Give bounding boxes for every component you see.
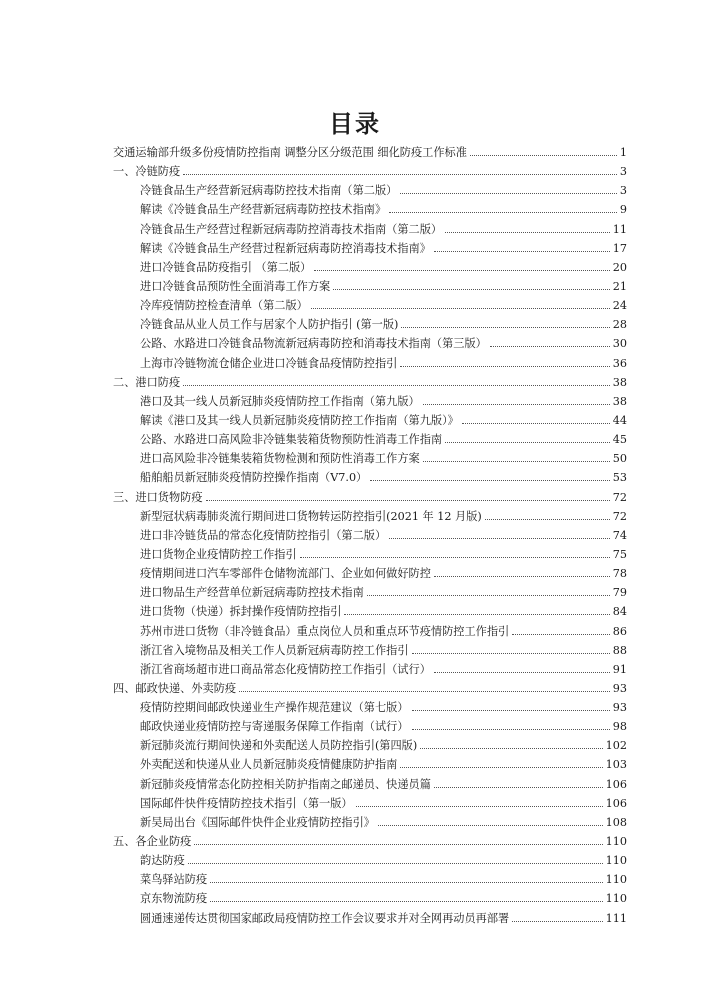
toc-entry[interactable] — [0, 485, 710, 504]
toc-entry-label: 三、进口货物防疫 — [113, 490, 203, 504]
toc-entry-label: 圆通速递传达贯彻国家邮政局疫情防控工作会议要求并对全网再动员再部署 — [140, 911, 510, 925]
toc-entry[interactable] — [0, 886, 710, 905]
toc-entry-label: 进口货物（快递）拆封操作疫情防控指引 — [140, 605, 342, 619]
toc-entry-label: 新型冠状病毒肺炎流行期间进口货物转运防控指引(2021 年 12 月版) — [140, 509, 482, 523]
toc-leader-dots — [389, 212, 617, 213]
toc-leader-dots — [183, 385, 610, 386]
toc-leader-dots — [356, 806, 603, 807]
toc-entry[interactable] — [0, 810, 710, 829]
toc-entry[interactable] — [0, 638, 710, 657]
toc-entry-label: 冷库疫情防控检查清单（第二版） — [140, 299, 308, 313]
toc-leader-dots — [183, 174, 617, 175]
toc-entry[interactable] — [0, 542, 710, 561]
toc-entry-label: 交通运输部升级多份疫情防控指南 调整分区分级范围 细化防疫工作标准 — [113, 146, 467, 159]
toc-entry-page-number: 111 — [605, 911, 627, 925]
toc-entry[interactable] — [0, 695, 710, 714]
toc-leader-dots — [210, 901, 603, 902]
toc-entry[interactable] — [0, 236, 710, 255]
toc-entry-label: 解读《冷链食品生产经营新冠病毒防控技术指南》 — [140, 203, 387, 217]
toc-entry-page-number: 106 — [605, 796, 627, 810]
toc-leader-dots — [470, 155, 617, 156]
toc-entry-label: 上海市冷链物流仓储企业进口冷链食品疫情防控指引 — [140, 356, 398, 370]
toc-entry[interactable] — [0, 829, 710, 848]
toc-entry-label: 新冠肺炎疫情常态化防控相关防护指南之邮递员、快递员篇 — [140, 777, 431, 791]
toc-entry-label: 解读《冷链食品生产经营过程新冠病毒防控消毒技术指南》 — [140, 241, 431, 255]
toc-leader-dots — [423, 461, 610, 462]
toc-entry-page-number: 21 — [612, 279, 627, 293]
toc-entry[interactable] — [0, 465, 710, 484]
toc-leader-dots — [420, 748, 602, 749]
toc-leader-dots — [239, 691, 610, 692]
toc-leader-dots — [434, 576, 610, 577]
toc-entry-page-number: 20 — [612, 260, 627, 274]
toc-leader-dots — [485, 519, 610, 520]
toc-entry-label: 苏州市进口货物（非冷链食品）重点岗位人员和重点环节疫情防控工作指引 — [140, 624, 510, 638]
toc-entry-label: 韵达防疫 — [140, 854, 185, 868]
toc-leader-dots — [370, 480, 610, 481]
toc-entry[interactable] — [0, 657, 710, 676]
toc-entry-page-number: 102 — [605, 739, 627, 753]
toc-leader-dots — [423, 404, 610, 405]
toc-entry-label: 冷链食品生产经营新冠病毒防控技术指南（第二版） — [140, 184, 398, 198]
toc-entry-page-number: 72 — [612, 509, 627, 523]
toc-leader-dots — [206, 500, 610, 501]
toc-entry[interactable] — [0, 178, 710, 197]
toc-leader-dots — [210, 882, 603, 883]
toc-entry-page-number: 30 — [612, 337, 627, 351]
toc-entry[interactable] — [0, 772, 710, 791]
toc-entry-page-number: 3 — [619, 184, 627, 198]
toc-entry[interactable] — [0, 752, 710, 771]
toc-entry-label: 冷链食品生产经营过程新冠病毒防控消毒技术指南（第二版） — [140, 222, 443, 236]
toc-entry-label: 疫情防控期间邮政快递业生产操作规范建议（第七版） — [140, 701, 409, 715]
toc-entry[interactable] — [0, 791, 710, 810]
toc-entry-label: 进口非冷链货品的常态化疫情防控指引（第二版） — [140, 528, 387, 542]
toc-entry[interactable] — [0, 504, 710, 523]
toc-entry-label: 京东物流防疫 — [140, 892, 208, 906]
toc-entry-page-number: 106 — [605, 777, 627, 791]
toc-entry-label: 邮政快递业疫情防控与寄递服务保障工作指南（试行） — [140, 720, 409, 734]
toc-entry-label: 进口货物企业疫情防控工作指引 — [140, 547, 297, 561]
toc-entry-page-number: 91 — [612, 662, 627, 676]
toc-entry-page-number: 72 — [612, 490, 627, 504]
toc-leader-dots — [367, 595, 610, 596]
toc-leader-dots — [412, 653, 610, 654]
toc-entry-page-number: 93 — [612, 681, 627, 695]
toc-entry[interactable] — [0, 580, 710, 599]
toc-entry[interactable] — [0, 561, 710, 580]
toc-leader-dots — [445, 232, 610, 233]
toc-entry-page-number: 17 — [612, 241, 627, 255]
toc-entry-page-number: 110 — [605, 835, 627, 849]
toc-entry[interactable] — [0, 676, 710, 695]
toc-entry-label: 疫情期间进口汽车零部件仓储物流部门、企业如何做好防控 — [140, 567, 431, 581]
toc-entry[interactable] — [0, 140, 710, 159]
toc-leader-dots — [445, 442, 610, 443]
toc-title: 目录 — [329, 110, 381, 138]
toc-entry-page-number: 110 — [605, 873, 627, 887]
toc-entry-page-number: 9 — [619, 203, 627, 217]
toc-entry-page-number: 38 — [612, 375, 627, 389]
toc-entry[interactable] — [0, 159, 710, 178]
toc-leader-dots — [412, 729, 610, 730]
toc-entry-label: 港口及其一线人员新冠肺炎疫情防控工作指南（第九版） — [140, 394, 420, 408]
toc-entry[interactable] — [0, 312, 710, 331]
toc-entry-page-number: 86 — [612, 624, 627, 638]
toc-entry-page-number: 110 — [605, 854, 627, 868]
toc-entry-label: 公路、水路进口冷链食品物流新冠病毒防控和消毒技术指南（第三版） — [140, 337, 487, 351]
toc-entry-page-number: 24 — [612, 299, 627, 313]
toc-entry[interactable] — [0, 331, 710, 350]
toc-entry-label: 浙江省商场超市进口商品常态化疫情防控工作指引（试行） — [140, 662, 431, 676]
toc-leader-dots — [462, 423, 610, 424]
toc-entry-label: 新吴局出台《国际邮件快件企业疫情防控指引》 — [140, 815, 375, 829]
toc-entry-page-number: 1 — [619, 146, 627, 159]
toc-leader-dots — [344, 614, 609, 615]
toc-leader-dots — [401, 327, 609, 328]
toc-entry[interactable] — [0, 255, 710, 274]
toc-entry-label: 二、港口防疫 — [113, 375, 181, 389]
toc-entry-label: 一、冷链防疫 — [113, 165, 181, 179]
toc-entry-page-number: 50 — [612, 452, 627, 466]
toc-entry-page-number: 28 — [612, 318, 627, 332]
toc-leader-dots — [300, 557, 610, 558]
toc-entry-label: 公路、水路进口高风险非冷链集装箱货物预防性消毒工作指南 — [140, 433, 443, 447]
toc-entry[interactable] — [0, 848, 710, 867]
toc-entry[interactable] — [0, 599, 710, 618]
toc-entry-page-number: 88 — [612, 643, 627, 657]
toc-entry[interactable] — [0, 197, 710, 216]
toc-entry-page-number: 110 — [605, 892, 627, 906]
toc-entry-label: 进口物品生产经营单位新冠病毒防控技术指南 — [140, 586, 364, 600]
toc-leader-dots — [311, 308, 610, 309]
toc-entry-page-number: 93 — [612, 701, 627, 715]
toc-leader-dots — [434, 787, 603, 788]
toc-leader-dots — [490, 346, 610, 347]
toc-leader-dots — [400, 193, 617, 194]
toc-entry[interactable] — [0, 389, 710, 408]
toc-entry-label: 外卖配送和快递从业人员新冠肺炎疫情健康防护指南 — [140, 758, 398, 772]
toc-entry-page-number: 53 — [612, 471, 627, 485]
toc-entry[interactable] — [0, 906, 710, 925]
toc-leader-dots — [333, 289, 610, 290]
toc-entry-page-number: 11 — [612, 222, 627, 236]
toc-entry-page-number: 44 — [612, 413, 627, 427]
toc-entry[interactable] — [0, 523, 710, 542]
toc-entry-page-number: 84 — [612, 605, 627, 619]
toc-entry[interactable] — [0, 733, 710, 752]
toc-entry[interactable] — [0, 427, 710, 446]
toc-leader-dots — [378, 825, 603, 826]
toc-entry[interactable] — [0, 619, 710, 638]
toc-entry-label: 四、邮政快递、外卖防疫 — [113, 681, 237, 695]
toc-entry-page-number: 45 — [612, 433, 627, 447]
toc-entry-label: 船舶船员新冠肺炎疫情防控操作指南（V7.0） — [140, 471, 368, 485]
toc-entry[interactable] — [0, 714, 710, 733]
toc-leader-dots — [512, 921, 602, 922]
toc-leader-dots — [512, 634, 610, 635]
toc-leader-dots — [188, 863, 603, 864]
toc-entry[interactable] — [0, 274, 710, 293]
toc-entry-label: 进口高风险非冷链集装箱货物检测和预防性消毒工作方案 — [140, 452, 420, 466]
toc-entry-label: 冷链食品从业人员工作与居家个人防护指引 (第一版) — [140, 318, 399, 332]
toc-entry-label: 浙江省入境物品及相关工作人员新冠病毒防控工作指引 — [140, 643, 409, 657]
toc-entry-page-number: 103 — [605, 758, 627, 772]
toc-entry[interactable] — [0, 217, 710, 236]
toc-leader-dots — [194, 844, 602, 845]
toc-entry-page-number: 98 — [612, 720, 627, 734]
toc-entry-label: 新冠肺炎流行期间快递和外卖配送人员防控指引(第四版) — [140, 739, 418, 753]
toc-leader-dots — [400, 767, 602, 768]
toc-entry-page-number: 78 — [612, 567, 627, 581]
toc-leader-dots — [434, 672, 610, 673]
toc-entry-page-number: 3 — [619, 165, 627, 179]
toc-entry-label: 进口冷链食品预防性全面消毒工作方案 — [140, 279, 331, 293]
toc-entry[interactable] — [0, 293, 710, 312]
toc-entry-label: 进口冷链食品防疫指引 （第二版） — [140, 260, 312, 274]
toc-entry[interactable] — [0, 351, 710, 370]
toc-leader-dots — [412, 710, 610, 711]
toc-entry-page-number: 79 — [612, 586, 627, 600]
toc-entry[interactable] — [0, 446, 710, 465]
toc-entry-label: 五、各企业防疫 — [113, 835, 192, 849]
toc-entry-page-number: 38 — [612, 394, 627, 408]
toc-leader-dots — [434, 251, 610, 252]
toc-entry-label: 菜鸟驿站防疫 — [140, 873, 208, 887]
toc-entry[interactable] — [0, 867, 710, 886]
toc-leader-dots — [389, 538, 610, 539]
toc-leader-dots — [314, 270, 609, 271]
toc-entry-page-number: 75 — [612, 547, 627, 561]
toc-leader-dots — [400, 366, 609, 367]
toc-entry-page-number: 36 — [612, 356, 627, 370]
toc-entry-page-number: 108 — [605, 815, 627, 829]
toc-entry-label: 国际邮件快件疫情防控技术指引（第一版） — [140, 796, 353, 810]
toc-entry[interactable] — [0, 408, 710, 427]
toc-entry-label: 解读《港口及其一线人员新冠肺炎疫情防控工作指南（第九版）》 — [140, 413, 459, 427]
toc-entry[interactable] — [0, 370, 710, 389]
toc-entry-page-number: 74 — [612, 528, 627, 542]
